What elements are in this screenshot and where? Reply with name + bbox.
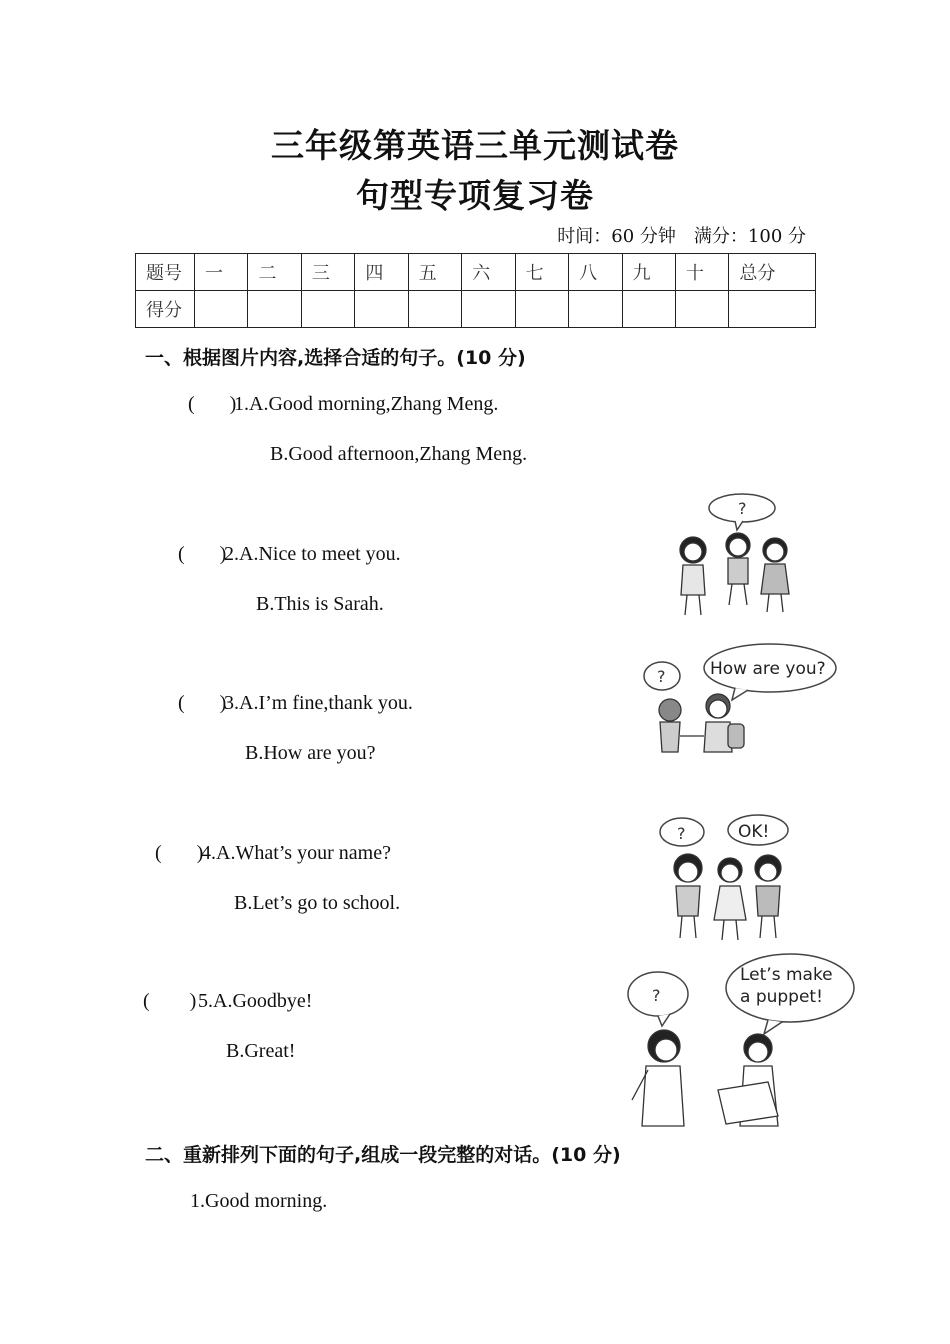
score-cell[interactable] <box>355 291 408 328</box>
speech-bubble-text: How are you? <box>710 659 826 679</box>
score-table <box>135 253 816 328</box>
answer-blank[interactable]: ( ) <box>143 990 197 1012</box>
how-are-you-illustration <box>640 640 840 765</box>
question-mark: ? <box>652 986 661 1005</box>
score-cell[interactable] <box>622 291 675 328</box>
question-4-option-a: ( )4.A.What’s your name? <box>155 842 391 864</box>
score-cell[interactable] <box>675 291 728 328</box>
answer-blank[interactable]: ( ) <box>178 543 227 565</box>
question-2-option-b: B.This is Sarah. <box>256 593 384 615</box>
score-cell[interactable] <box>248 291 301 328</box>
score-cell[interactable] <box>462 291 515 328</box>
question-3-option-a: ( )3.A.I’m fine,thank you. <box>178 692 413 714</box>
table-row <box>136 254 816 291</box>
section2-item: 1.Good morning. <box>190 1190 328 1212</box>
score-cell[interactable] <box>195 291 248 328</box>
column-header: 总分 <box>729 254 816 291</box>
ok-kids-illustration <box>650 812 810 947</box>
speech-bubble-text: a puppet! <box>740 987 823 1007</box>
score-cell[interactable] <box>569 291 622 328</box>
table-row <box>136 291 816 328</box>
question-2-option-a: ( )2.A.Nice to meet you. <box>178 543 401 565</box>
page-subtitle: 句型专项复习卷 <box>356 176 594 215</box>
question-5-option-b: B.Great! <box>226 1040 296 1062</box>
question-1-option-b: B.Good afternoon,Zhang Meng. <box>270 443 528 465</box>
section1-heading: 一、根据图片内容,选择合适的句子。(10 分) <box>145 347 526 369</box>
speech-bubble-text: Let’s make <box>740 965 833 985</box>
page-title: 三年级第英语三单元测试卷 <box>271 126 679 165</box>
column-header: 九 <box>622 254 675 291</box>
score-cell[interactable] <box>301 291 354 328</box>
column-header: 七 <box>515 254 568 291</box>
row-label: 得分 <box>136 291 195 328</box>
section2-heading: 二、重新排列下面的句子,组成一段完整的对话。(10 分) <box>145 1144 621 1166</box>
column-header: 八 <box>569 254 622 291</box>
answer-blank[interactable]: ( ) <box>178 692 227 714</box>
answer-blank[interactable]: ( ) <box>188 393 237 415</box>
time-limit: 时间：60 分钟 满分：100 分 <box>557 226 806 247</box>
column-header: 六 <box>462 254 515 291</box>
question-mark: ? <box>738 499 747 518</box>
question-1-option-a: ( )1.A.Good morning,Zhang Meng. <box>188 393 499 415</box>
question-mark: ? <box>657 667 666 686</box>
question-5-option-a: ( )5.A.Goodbye! <box>143 990 313 1012</box>
column-header: 二 <box>248 254 301 291</box>
question-mark: ? <box>677 824 686 843</box>
row-label: 题号 <box>136 254 195 291</box>
question-3-option-b: B.How are you? <box>245 742 376 764</box>
column-header: 五 <box>408 254 461 291</box>
score-cell[interactable] <box>729 291 816 328</box>
greeting-kids-illustration <box>665 490 805 622</box>
column-header: 一 <box>195 254 248 291</box>
answer-blank[interactable]: ( ) <box>155 842 204 864</box>
score-cell[interactable] <box>408 291 461 328</box>
score-cell[interactable] <box>515 291 568 328</box>
column-header: 三 <box>301 254 354 291</box>
column-header: 十 <box>675 254 728 291</box>
column-header: 四 <box>355 254 408 291</box>
question-4-option-b: B.Let’s go to school. <box>234 892 401 914</box>
puppet-illustration <box>618 950 860 1132</box>
speech-bubble-text: OK! <box>738 822 770 842</box>
